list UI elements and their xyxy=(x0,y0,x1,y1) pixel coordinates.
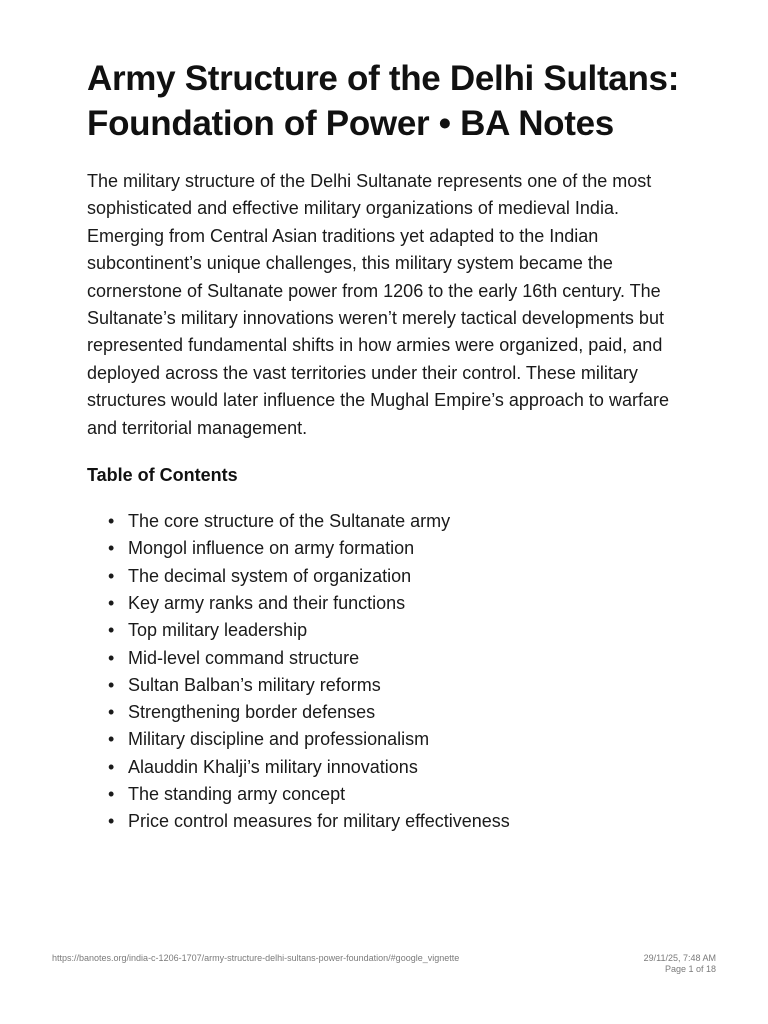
toc-item[interactable] xyxy=(108,672,687,699)
bullet-icon: • xyxy=(108,702,115,723)
toc-item-label: The decimal system of organization xyxy=(128,565,412,586)
toc-heading: Table of Contents xyxy=(87,465,238,486)
toc-item-label: Price control measures for military effectiveness xyxy=(128,811,510,832)
intro-paragraph: The military structure of the Delhi Sultanate represents one of the most sophisticated and effective military organizations of medieval India. Emerging from Central Asian traditions yet adapted to the Indian subcontinent’s unique challenges, this military system became the cornerstone of Sultanate power from 1206 to the early 16th century. The Sultanate’s military innovations weren’t merely tactical developments but represented fundamental shifts in how armies were organized, paid, and deployed across the vast territories under their control. These military structures would later influence the Mughal Empire’s approach to warfare and territorial management. xyxy=(87,171,669,438)
toc-item-label: Strengthening border defenses xyxy=(128,702,376,723)
bullet-icon: • xyxy=(108,756,115,777)
bullet-icon: • xyxy=(108,729,115,750)
toc-item[interactable] xyxy=(108,645,687,672)
toc-item-label: Sultan Balban’s military reforms xyxy=(128,674,381,695)
toc-item-label: Top military leadership xyxy=(128,620,308,641)
bullet-icon: • xyxy=(108,811,115,832)
toc-item[interactable] xyxy=(108,563,687,590)
footer-url: https://banotes.org/india-c-1206-1707/army-structure-delhi-sultans-power-foundation/#google_vignette xyxy=(52,953,460,963)
bullet-icon: • xyxy=(108,674,115,695)
footer-timestamp: 29/11/25, 7:48 AM xyxy=(643,953,716,963)
toc-item[interactable] xyxy=(108,808,687,835)
footer-meta xyxy=(644,953,716,975)
article-content xyxy=(87,56,687,836)
toc-item[interactable] xyxy=(108,508,687,535)
toc-item[interactable] xyxy=(108,617,687,644)
toc-item-label: Key army ranks and their functions xyxy=(128,592,406,613)
toc-item[interactable] xyxy=(108,726,687,753)
toc-list xyxy=(87,508,687,836)
toc-item[interactable] xyxy=(108,535,687,562)
toc-item-label: The core structure of the Sultanate army xyxy=(128,511,451,532)
bullet-icon: • xyxy=(108,592,115,613)
toc-item-label: Alauddin Khalji’s military innovations xyxy=(128,756,418,777)
toc-item[interactable] xyxy=(108,590,687,617)
bullet-icon: • xyxy=(108,511,115,532)
toc-item-label: Military discipline and professionalism xyxy=(128,729,430,750)
bullet-icon: • xyxy=(108,620,115,641)
toc-item-label: The standing army concept xyxy=(128,784,346,805)
bullet-icon: • xyxy=(108,647,115,668)
bullet-icon: • xyxy=(108,538,115,559)
toc-item[interactable] xyxy=(108,754,687,781)
page-title: Army Structure of the Delhi Sultans: Foundation of Power • BA Notes xyxy=(87,59,680,143)
bullet-icon: • xyxy=(108,565,115,586)
toc-item[interactable] xyxy=(108,781,687,808)
toc-item-label: Mid-level command structure xyxy=(128,647,360,668)
toc-item[interactable] xyxy=(108,699,687,726)
footer-page-number: Page 1 of 18 xyxy=(664,964,716,974)
toc-item-label: Mongol influence on army formation xyxy=(128,538,415,559)
bullet-icon: • xyxy=(108,784,115,805)
